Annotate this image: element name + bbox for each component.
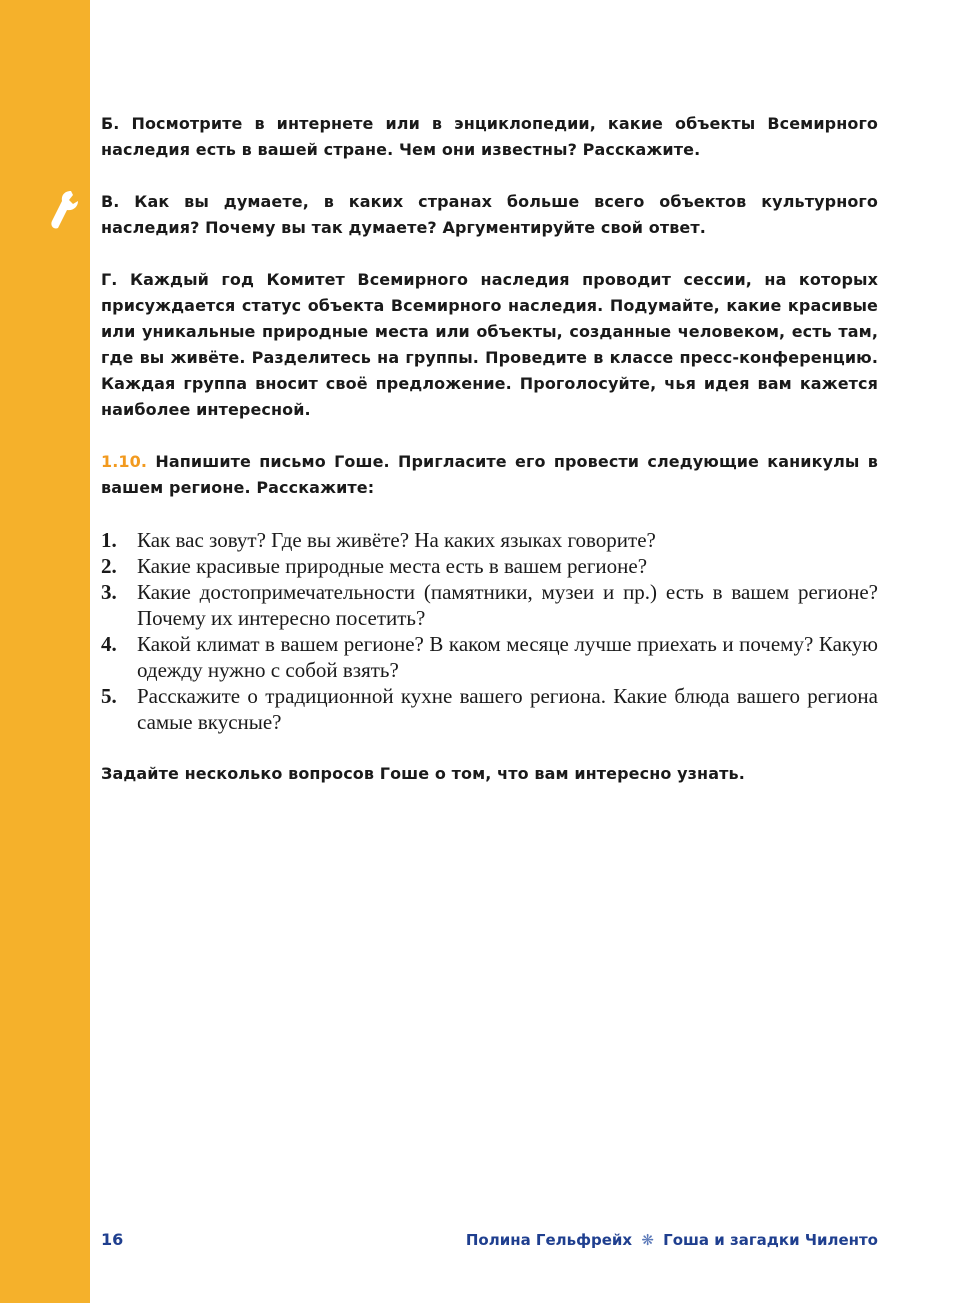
list-item xyxy=(101,683,878,735)
list-item-text: Какие достопримечательности (памятники, музеи и пр.) есть в вашем регионе? Почему их интересно посетить? xyxy=(137,580,878,630)
task-v: В. Как вы думаете, в каких странах больше всего объектов культурного наследия? Почему вы так думаете? Аргументируйте свой ответ. xyxy=(101,192,878,237)
list-item xyxy=(101,553,878,579)
list-item xyxy=(101,527,878,553)
footer-author: Полина Гельфрейх xyxy=(465,1231,633,1249)
list-item-text: Какие красивые природные места есть в вашем регионе? xyxy=(137,554,648,578)
flower-separator-icon: ❋ xyxy=(641,1231,654,1249)
footer-book-title: Гоша и загадки Чиленто xyxy=(663,1231,878,1249)
exercise-heading xyxy=(101,449,878,501)
page-content xyxy=(101,111,878,813)
list-item-number: 3. xyxy=(101,580,117,604)
list-item-number: 2. xyxy=(101,554,117,578)
closing-instruction: Задайте несколько вопросов Гоше о том, что вам интересно узнать. xyxy=(101,764,745,783)
exercise-number: 1.10. xyxy=(101,452,148,471)
running-footer xyxy=(466,1228,878,1252)
list-item-text: Какой климат в вашем регионе? В каком месяце лучше приехать и почему? Какую одежду нужно с собой взять? xyxy=(137,632,878,682)
list-item-text: Расскажите о традиционной кухне вашего региона. Какие блюда вашего региона самые вкусные? xyxy=(137,684,878,734)
exercise-text: Напишите письмо Гоше. Пригласите его провести следующие каникулы в вашем регионе. Расскажите: xyxy=(101,452,879,497)
list-item-number: 4. xyxy=(101,632,117,656)
wrench-icon xyxy=(50,189,80,233)
question-list xyxy=(101,527,878,735)
list-item-text: Как вас зовут? Где вы живёте? На каких языках говорите? xyxy=(137,528,656,552)
page-number: 16 xyxy=(101,1230,124,1249)
list-item-number: 5. xyxy=(101,684,117,708)
list-item xyxy=(101,579,878,631)
task-b: Б. Посмотрите в интернете или в энциклопедии, какие объекты Всемирного наследия есть в вашей стране. Чем они известны? Расскажите. xyxy=(101,114,878,159)
list-item-number: 1. xyxy=(101,528,117,552)
task-g: Г. Каждый год Комитет Всемирного наследия проводит сессии, на которых присуждается статус объекта Всемирного наследия. Подумайте, какие красивые или уникальные природные места или объекты, созданные человеком, есть там, где вы живёте. Разделитесь на группы. Проведите в классе пресс-конференцию. Каждая группа вносит своё предложение. Проголосуйте, чья идея вам кажется наиболее интересной. xyxy=(101,270,878,419)
list-item xyxy=(101,631,878,683)
